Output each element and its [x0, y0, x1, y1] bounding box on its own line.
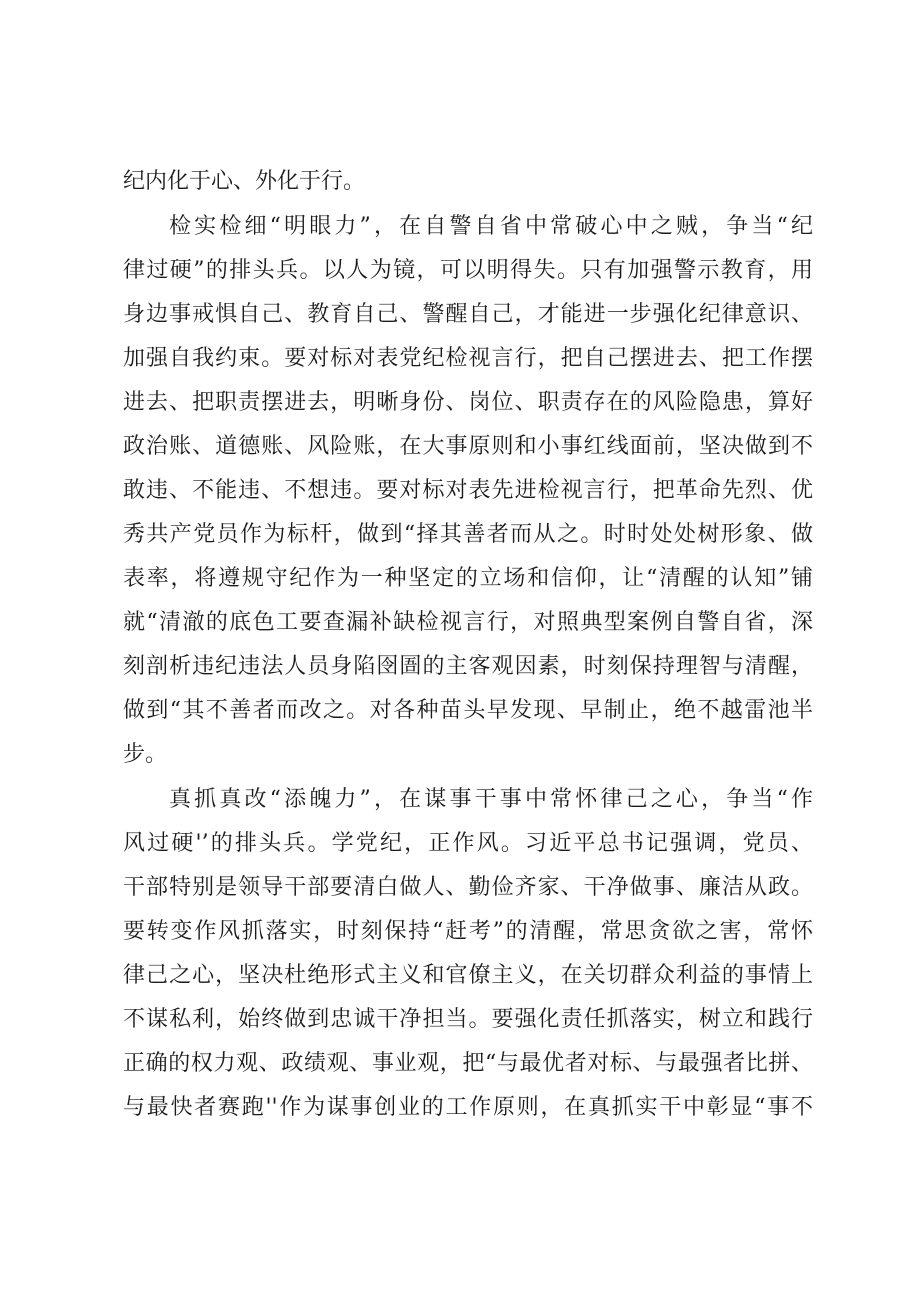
text-line: 敢违、不能违、不想违。要对标对表先进检视言行，把革命先烈、优 [123, 478, 813, 503]
text-line: 纪内化于心、外化于行。 [123, 169, 366, 194]
text-line: 风过硬'’的排头兵。学党纪，正作风。习近平总书记强调，党员、 [123, 831, 813, 856]
text-line: 秀共产党员作为标杆，做到“择其善者而从之。时时处处树形象、做 [123, 522, 813, 547]
text-line: 干部特别是领导干部要清白做人、勤俭齐家、干净做事、廉洁从政。 [123, 875, 813, 900]
text-line: 政治账、道德账、风险账，在大事原则和小事红线面前，坚决做到不 [123, 434, 813, 459]
text-line: 正确的权力观、政绩观、事业观，把“与最优者对标、与最强者比拼、 [123, 1051, 813, 1076]
text-line: 与最快者赛跑''作为谋事创业的工作原则，在真抓实干中彰显“事不 [123, 1095, 813, 1120]
text-line: 律过硬”的排头兵。以人为镜，可以明得失。只有加强警示教育，用 [123, 258, 813, 283]
text-line: 要转变作风抓落实，时刻保持“赶考”的清醒，常思贪欲之害，常怀 [123, 919, 813, 944]
text-line: 刻剖析违纪违法人员身陷囹圄的主客观因素，时刻保持理智与清醒， [123, 654, 813, 679]
text-line: 身边事戒惧自己、教育自己、警醒自己，才能进一步强化纪律意识、 [123, 302, 813, 327]
paragraph-start-line: 检实检细“明眼力”，在自警自省中常破心中之贼，争当“纪 [169, 214, 813, 239]
text-line: 进去、把职责摆进去，明晰身份、岗位、职责存在的风险隐患，算好 [123, 390, 813, 415]
text-line: 就“清澈的底色工要查漏补缺检视言行，对照典型案例自警自省，深 [123, 610, 813, 635]
paragraph-start-line: 真抓真改“添魄力”，在谋事干事中常怀律己之心，争当“作 [169, 787, 813, 812]
text-line: 加强自我约束。要对标对表党纪检视言行，把自己摆进去、把工作摆 [123, 346, 813, 371]
text-line: 律己之心，坚决杜绝形式主义和官僚主义，在关切群众利益的事情上 [123, 963, 813, 988]
text-line: 步。 [123, 742, 168, 767]
text-line: 不谋私利，始终做到忠诚干净担当。要强化责任抓落实，树立和践行 [123, 1007, 813, 1032]
text-line: 表率，将遵规守纪作为一种坚定的立场和信仰，让“清醒的认知”铺 [123, 566, 813, 591]
text-line: 做到“其不善者而改之。对各种苗头早发现、早制止，绝不越雷池半 [123, 698, 813, 723]
